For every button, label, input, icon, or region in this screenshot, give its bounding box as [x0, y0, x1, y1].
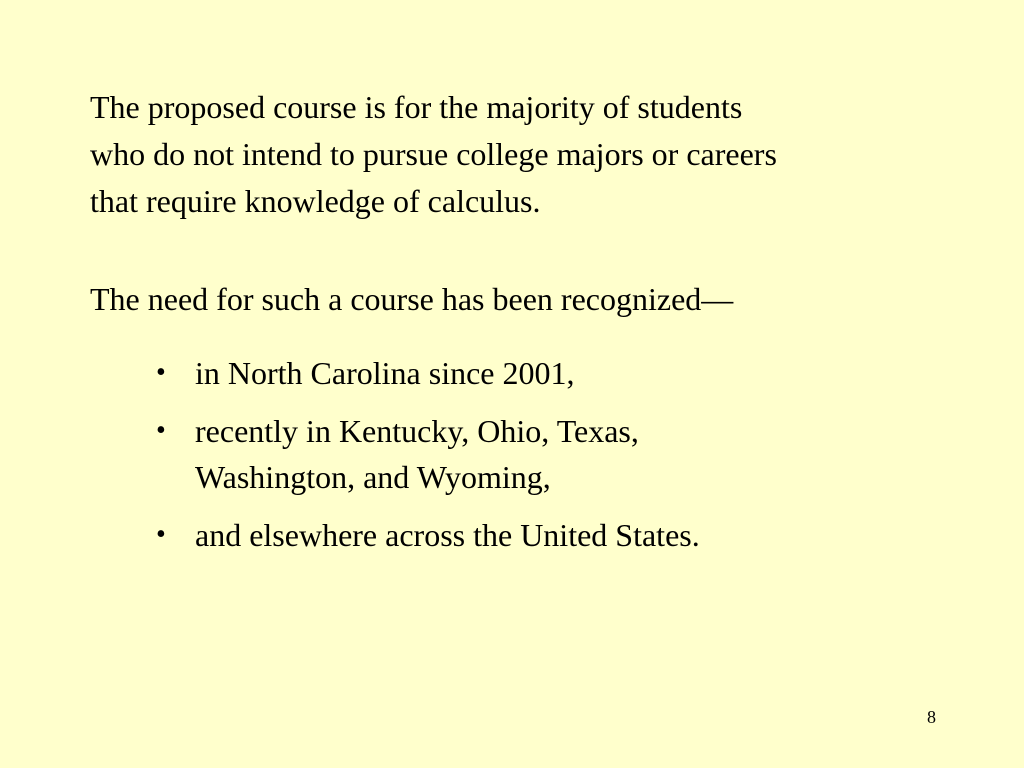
bullet-text: in North Carolina since 2001, — [195, 355, 575, 391]
bullet-icon: • — [156, 415, 166, 446]
bullet-text: recently in Kentucky, Ohio, Texas, — [195, 413, 639, 449]
bullet-text: Washington, and Wyoming, — [195, 459, 551, 495]
bullet-item-united-states — [150, 512, 700, 558]
bullet-icon: • — [156, 357, 166, 388]
bullet-list — [150, 350, 700, 570]
intro-line: that require knowledge of calculus. — [90, 183, 541, 219]
intro-line: The proposed course is for the majority of students — [90, 89, 743, 125]
bullet-item-north-carolina — [150, 350, 700, 396]
intro-line: who do not intend to pursue college majors or careers — [90, 136, 777, 172]
bullet-text: and elsewhere across the United States. — [195, 517, 700, 553]
need-paragraph: The need for such a course has been recognized— — [90, 281, 734, 317]
intro-paragraph — [90, 84, 777, 225]
page-number: 8 — [927, 707, 936, 727]
bullet-item-other-states — [150, 408, 700, 500]
bullet-icon: • — [156, 519, 166, 550]
